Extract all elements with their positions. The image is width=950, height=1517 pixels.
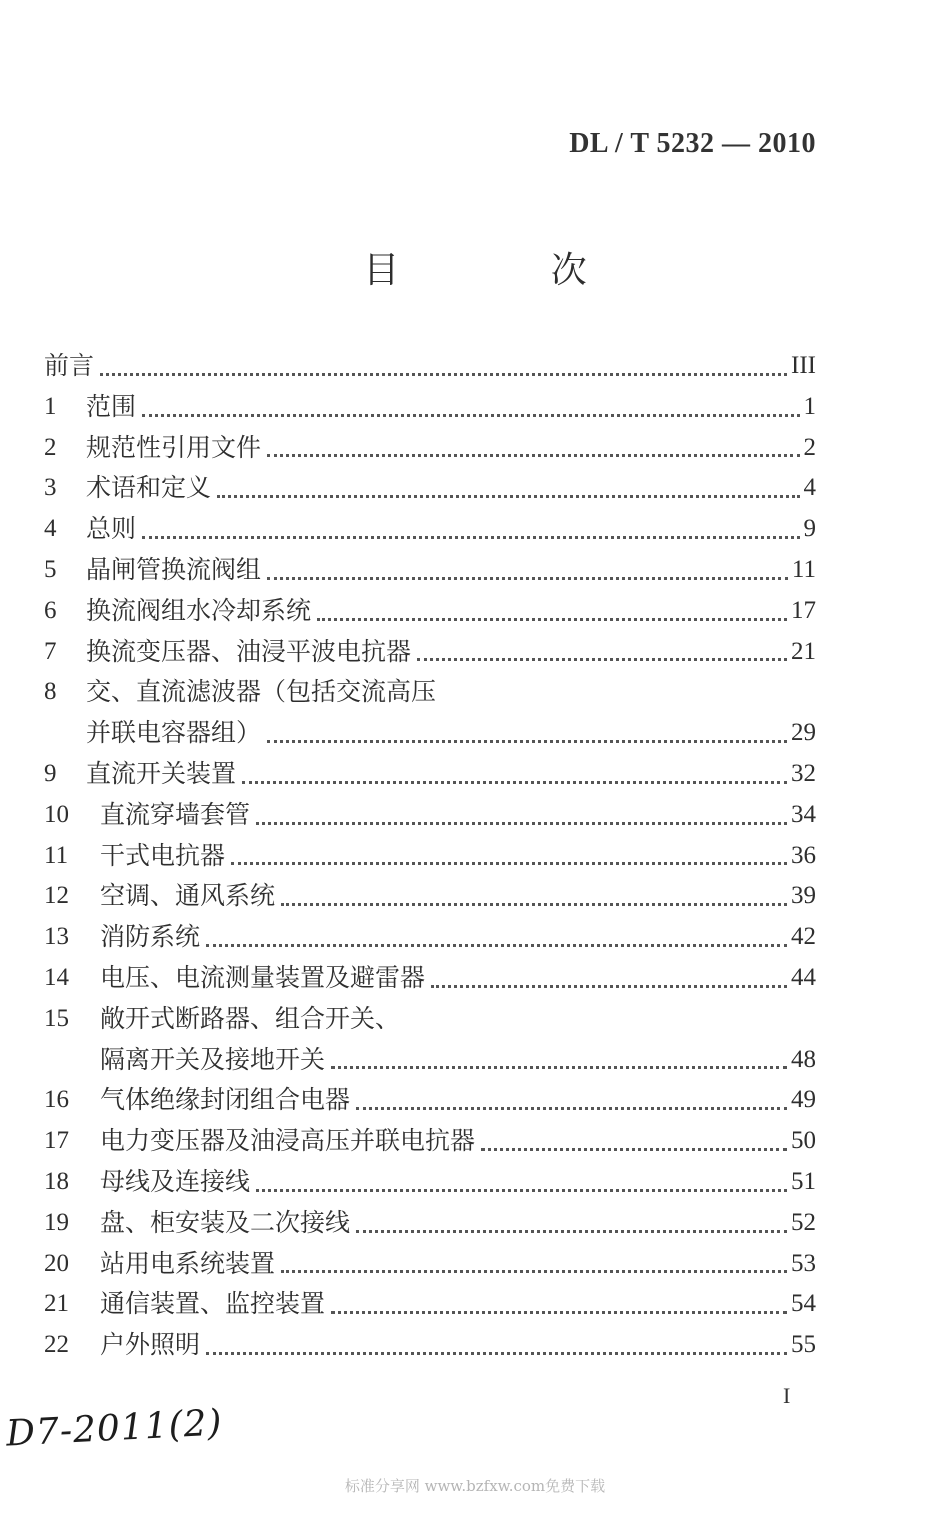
toc-entry-page: 1 — [803, 392, 816, 420]
toc-entry-title: 户外照明 — [100, 1330, 201, 1360]
leader-dots — [431, 985, 787, 988]
toc-entry-title-line2: 并联电容器组） — [86, 718, 262, 748]
toc-entry-number: 12 — [44, 882, 69, 910]
toc-entry-page: 39 — [791, 882, 816, 910]
toc-entry-number: 17 — [44, 1127, 69, 1155]
toc-entry-title: 空调、通风系统 — [100, 881, 276, 911]
toc-entry-title: 术语和定义 — [86, 473, 212, 503]
toc-entry-15[interactable] — [44, 999, 816, 1040]
leader-dots — [356, 1230, 787, 1233]
toc-entry-16[interactable] — [44, 1080, 816, 1121]
toc-entry-page: 54 — [791, 1290, 816, 1318]
toc-entry-number: 22 — [44, 1331, 69, 1359]
leader-dots — [206, 944, 787, 947]
toc-entry-number: 15 — [44, 1004, 69, 1032]
watermark-text: 标准分享网 www.bzfxw.com免费下载 — [344, 1477, 606, 1495]
toc-entry-title: 敞开式断路器、组合开关、 — [100, 1003, 401, 1033]
toc-entry-12[interactable] — [44, 876, 816, 917]
toc-entry-page: 9 — [803, 515, 816, 543]
toc-entry-page: 44 — [791, 963, 816, 991]
leader-dots — [206, 1352, 787, 1355]
leader-dots — [356, 1107, 787, 1110]
toc-entry-page: 48 — [791, 1045, 816, 1073]
toc-entry-foreword[interactable] — [44, 346, 816, 387]
toc-entry-number: 6 — [44, 596, 57, 624]
leader-dots — [417, 658, 787, 661]
leader-dots — [317, 618, 787, 621]
leader-dots — [481, 1148, 787, 1151]
toc-entry-title: 站用电系统装置 — [100, 1248, 276, 1278]
toc-entry-10[interactable] — [44, 795, 816, 836]
leader-dots — [267, 740, 787, 743]
toc-entry-number: 21 — [44, 1290, 69, 1318]
page-folio: I — [783, 1383, 791, 1408]
toc-entry-number: 5 — [44, 555, 57, 583]
toc-entry-1[interactable] — [44, 387, 816, 428]
toc-entry-title: 总则 — [86, 514, 137, 544]
toc-entry-page: 51 — [791, 1167, 816, 1195]
leader-dots — [331, 1066, 787, 1069]
toc-entry-7[interactable] — [44, 632, 816, 673]
leader-dots — [281, 1270, 787, 1273]
toc-entry-page: 55 — [791, 1331, 816, 1359]
table-of-contents — [44, 346, 816, 1366]
toc-entry-page: 49 — [791, 1086, 816, 1114]
toc-entry-title: 范围 — [86, 391, 137, 421]
toc-entry-page: 11 — [791, 555, 816, 583]
leader-dots — [217, 495, 799, 498]
toc-entry-page: 52 — [791, 1208, 816, 1236]
toc-entry-number: 13 — [44, 923, 69, 951]
toc-entry-title: 母线及连接线 — [100, 1166, 251, 1196]
toc-entry-number: 2 — [44, 433, 57, 461]
toc-entry-19[interactable] — [44, 1203, 816, 1244]
toc-entry-number: 1 — [44, 392, 57, 420]
leader-dots — [267, 577, 788, 580]
toc-entry-20[interactable] — [44, 1244, 816, 1285]
toc-entry-11[interactable] — [44, 836, 816, 877]
toc-entry-22[interactable] — [44, 1325, 816, 1366]
leader-dots — [100, 373, 787, 376]
standard-code: DL / T 5232 — 2010 — [569, 128, 816, 159]
toc-entry-15-continued[interactable] — [44, 1040, 816, 1081]
toc-entry-5[interactable] — [44, 550, 816, 591]
toc-entry-page: 4 — [803, 474, 816, 502]
handwritten-note: D7-2011(2) — [5, 1402, 224, 1455]
toc-entry-number: 11 — [44, 841, 69, 869]
toc-entry-page: 42 — [791, 923, 816, 951]
toc-entry-number: 8 — [44, 678, 57, 706]
toc-entry-number: 18 — [44, 1167, 69, 1195]
toc-entry-title: 直流穿墙套管 — [100, 799, 251, 829]
toc-entry-title: 盘、柜安装及二次接线 — [100, 1207, 351, 1237]
toc-entry-page: 34 — [791, 800, 816, 828]
leader-dots — [256, 1189, 787, 1192]
toc-entry-18[interactable] — [44, 1162, 816, 1203]
toc-entry-number: 4 — [44, 515, 57, 543]
toc-entry-number: 9 — [44, 759, 57, 787]
toc-entry-page: 36 — [791, 841, 816, 869]
toc-entry-9[interactable] — [44, 754, 816, 795]
toc-entry-page: 17 — [791, 596, 816, 624]
toc-entry-page: 50 — [791, 1127, 816, 1155]
toc-entry-page: 29 — [791, 719, 816, 747]
toc-entry-21[interactable] — [44, 1284, 816, 1325]
toc-entry-number: 16 — [44, 1086, 69, 1114]
leader-dots — [331, 1311, 787, 1314]
leader-dots — [142, 536, 799, 539]
toc-entry-page: 21 — [791, 637, 816, 665]
toc-entry-13[interactable] — [44, 917, 816, 958]
toc-entry-title: 前言 — [44, 351, 95, 380]
toc-entry-title: 规范性引用文件 — [86, 432, 262, 462]
toc-entry-number: 20 — [44, 1249, 69, 1277]
toc-entry-8[interactable] — [44, 672, 816, 713]
leader-dots — [142, 414, 799, 417]
toc-entry-title: 换流变压器、油浸平波电抗器 — [86, 636, 412, 666]
toc-entry-title: 直流开关装置 — [86, 758, 237, 788]
leader-dots — [242, 781, 787, 784]
leader-dots — [267, 454, 799, 457]
toc-entry-title: 电力变压器及油浸高压并联电抗器 — [100, 1126, 476, 1156]
toc-entry-number: 10 — [44, 800, 69, 828]
toc-entry-title: 换流阀组水冷却系统 — [86, 595, 312, 625]
toc-entry-6[interactable] — [44, 591, 816, 632]
toc-entry-8-continued[interactable] — [44, 713, 816, 754]
toc-entry-title: 通信装置、监控装置 — [100, 1289, 326, 1319]
toc-entry-number: 7 — [44, 637, 57, 665]
toc-entry-page: 2 — [803, 433, 816, 461]
toc-entry-title: 交、直流滤波器（包括交流高压 — [86, 677, 437, 707]
toc-entry-17[interactable] — [44, 1121, 816, 1162]
leader-dots — [256, 822, 787, 825]
toc-entry-page: 32 — [791, 759, 816, 787]
toc-entry-title: 气体绝缘封闭组合电器 — [100, 1085, 351, 1115]
toc-entry-number: 19 — [44, 1208, 69, 1236]
toc-entry-4[interactable] — [44, 509, 816, 550]
toc-entry-title: 晶闸管换流阀组 — [86, 554, 262, 584]
toc-entry-page: 53 — [791, 1249, 816, 1277]
toc-entry-title-line2: 隔离开关及接地开关 — [100, 1044, 326, 1074]
toc-title: 目 次 — [363, 250, 657, 291]
toc-entry-number: 3 — [44, 474, 57, 502]
toc-entry-number: 14 — [44, 963, 69, 991]
leader-dots — [231, 862, 787, 865]
toc-entry-14[interactable] — [44, 958, 816, 999]
toc-entry-2[interactable] — [44, 428, 816, 469]
leader-dots — [281, 903, 787, 906]
toc-entry-title: 消防系统 — [100, 922, 201, 952]
toc-entry-title: 电压、电流测量装置及避雷器 — [100, 962, 426, 992]
toc-entry-page: III — [791, 352, 816, 379]
toc-entry-title: 干式电抗器 — [100, 840, 226, 870]
toc-entry-3[interactable] — [44, 468, 816, 509]
